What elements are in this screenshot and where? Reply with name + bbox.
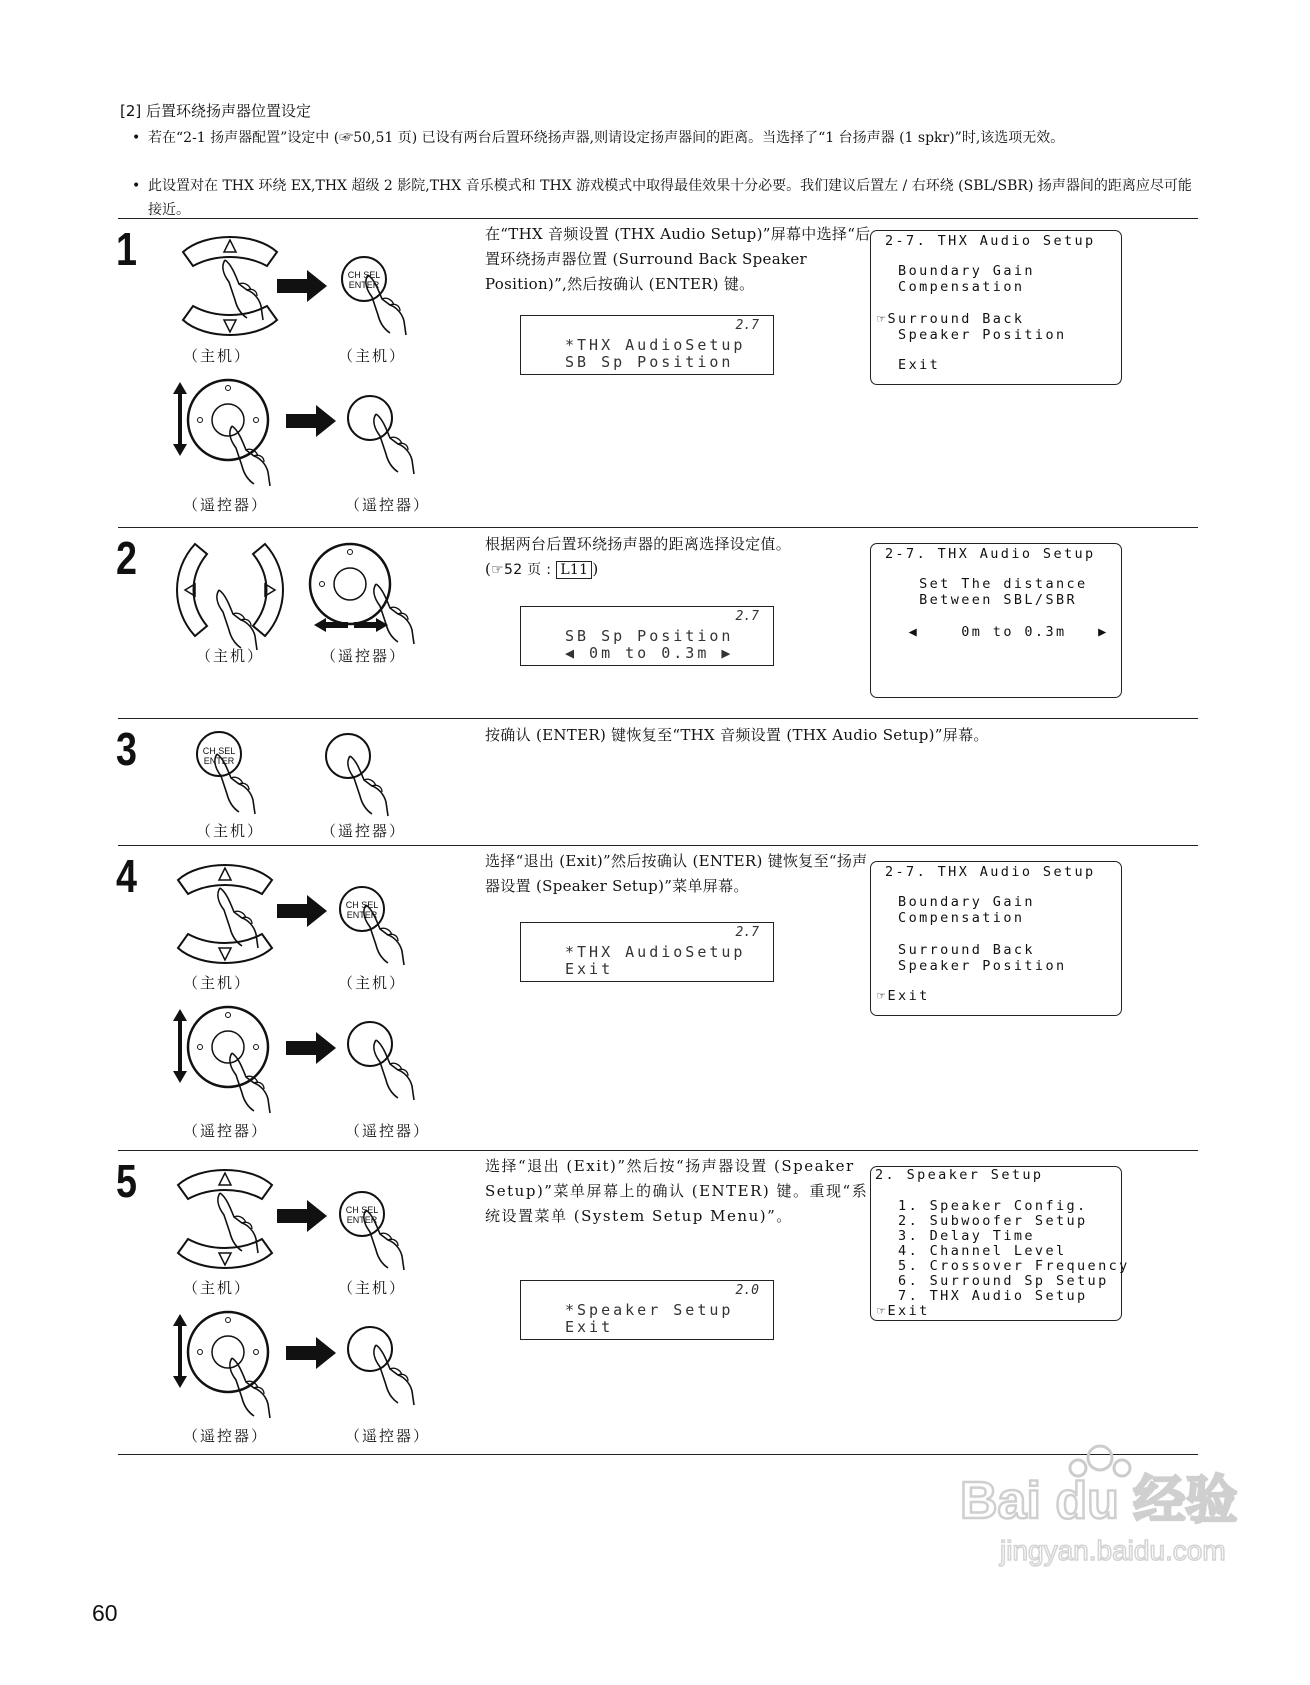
step-number: 5 [116,1155,137,1207]
step-instruction: 按确认 (ENTER) 键恢复至“THX 音频设置 (THX Audio Setup)”屏幕。 [485,726,989,744]
caption-main-unit: （主机） [338,974,407,992]
arrow-right-icon [286,1032,338,1064]
step-number: 2 [116,532,137,584]
front-panel-display: 2.7 *THX AudioSetup SB Sp Position [520,315,774,375]
enter-button-illustration [348,1018,428,1098]
enter-button-illustration [340,255,420,335]
caption-remote: （遥控器） [183,1122,269,1140]
ch-sel-enter-label: CH SEL ENTER [345,900,379,920]
front-panel-display: 2.0 *Speaker Setup Exit [520,1280,774,1340]
section-heading: [2] 后置环绕扬声器位置设定 [120,102,312,120]
baidu-jingyan-watermark [950,1440,1250,1570]
caption-remote: （遥控器） [183,1427,269,1445]
caption-main-unit: （主机） [183,974,252,992]
step-number: 1 [116,223,137,275]
divider [118,527,1198,528]
up-down-button-illustration [170,1165,280,1275]
on-screen-menu: 2. Speaker Setup 1. Speaker Config. 2. Subwoofer Setup 3. Delay Time 4. Channel Level 5. Crossover Frequency 6. Surround Sp Setup 7. THX Audio Setup ☞Exit [870,1166,1122,1321]
caption-main-unit: （主机） [338,1279,407,1297]
ch-sel-enter-label: CH SEL ENTER [347,270,381,290]
up-down-button-illustration [175,232,285,342]
on-screen-menu: 2-7. THX Audio Setup Boundary Gain Compensation ☞Surround Back Speaker Position Exit [870,230,1122,385]
caption-remote: （遥控器） [345,1122,431,1140]
caption-main-unit: （主机） [183,347,252,365]
step-instruction: 根据两台后置环绕扬声器的距离选择设定值。 (☞52 页 : L11 ) [485,535,792,578]
remote-dpad-illustration [310,542,430,642]
caption-remote: （遥控器） [345,496,431,514]
caption-main-unit: （主机） [196,822,265,840]
arrow-right-icon [286,1337,338,1369]
left-right-button-illustration [175,540,285,650]
divider [118,845,1198,846]
step-instruction: 选择“退出 (Exit)”然后按“扬声器设置 (Speaker Setup)”菜单屏幕上的确认 (ENTER) 键。重现“系统设置菜单 (System Setup Menu)”。 [485,1157,869,1225]
step-number: 3 [116,723,137,775]
arrow-right-icon [286,405,338,437]
front-panel-display: 2.7 *THX AudioSetup Exit [520,922,774,982]
caption-remote: （遥控器） [321,822,407,840]
arrow-right-icon [277,895,329,927]
enter-button-illustration [195,730,285,820]
enter-button-illustration [326,730,416,820]
caption-main-unit: （主机） [196,647,265,665]
step-instruction: 在“THX 音频设置 (THX Audio Setup)”屏幕中选择“后置环绕扬声器位置 (Surround Back Speaker Position)”,然后按确认 (ENTER) 键。 [485,225,871,293]
svg-text:jingyan.baidu.com: jingyan.baidu.com [1000,1535,1226,1566]
page-number: 60 [92,1600,118,1626]
caption-main-unit: （主机） [183,1279,252,1297]
step-instruction: 选择“退出 (Exit)”然后按确认 (ENTER) 键恢复至“扬声器设置 (Speaker Setup)”菜单屏幕。 [485,852,868,895]
enter-button-illustration [348,1323,428,1403]
ch-sel-enter-label: CH SEL ENTER [202,746,236,766]
up-down-button-illustration [170,860,280,970]
remote-dpad-illustration [170,378,280,488]
svg-text:Bai du 经验: Bai du 经验 [960,1472,1238,1530]
step-number: 4 [116,850,137,902]
caption-main-unit: （主机） [338,347,407,365]
caption-remote: （遥控器） [183,496,269,514]
divider [118,718,1198,719]
enter-button-illustration [348,392,428,472]
enter-button-illustration [338,885,418,965]
intro-bullet-1: • 若在“2-1 扬声器配置”设定中 (☞50,51 页) 已设有两台后置环绕扬声器,则请设定扬声器间的距离。当选择了“1 台扬声器 (1 spkr)”时,该选项无效。 [148,126,1198,150]
on-screen-menu: 2-7. THX Audio Setup Boundary Gain Compensation Surround Back Speaker Position ☞Exit [870,861,1122,1016]
remote-dpad-illustration [170,1310,280,1420]
ch-sel-enter-label: CH SEL ENTER [345,1205,379,1225]
arrow-right-icon [277,270,329,302]
intro-bullet-2: • 此设置对在 THX 环绕 EX,THX 超级 2 影院,THX 音乐模式和 THX 游戏模式中取得最佳效果十分必要。我们建议后置左 / 右环绕 (SBL/SBR) 扬声器间的距离应尽可能接近。 [148,174,1198,222]
remote-dpad-illustration [170,1005,280,1115]
caption-remote: （遥控器） [321,647,407,665]
arrow-right-icon [277,1200,329,1232]
front-panel-display: 2.7 SB Sp Position ◀ 0m to 0.3m ▶ [520,606,774,666]
enter-button-illustration [338,1190,418,1270]
divider [118,1150,1198,1151]
caption-remote: （遥控器） [345,1427,431,1445]
on-screen-menu: 2-7. THX Audio Setup Set The distance Between SBL/SBR ◀ 0m to 0.3m ▶ [870,543,1122,698]
divider [118,218,1198,219]
